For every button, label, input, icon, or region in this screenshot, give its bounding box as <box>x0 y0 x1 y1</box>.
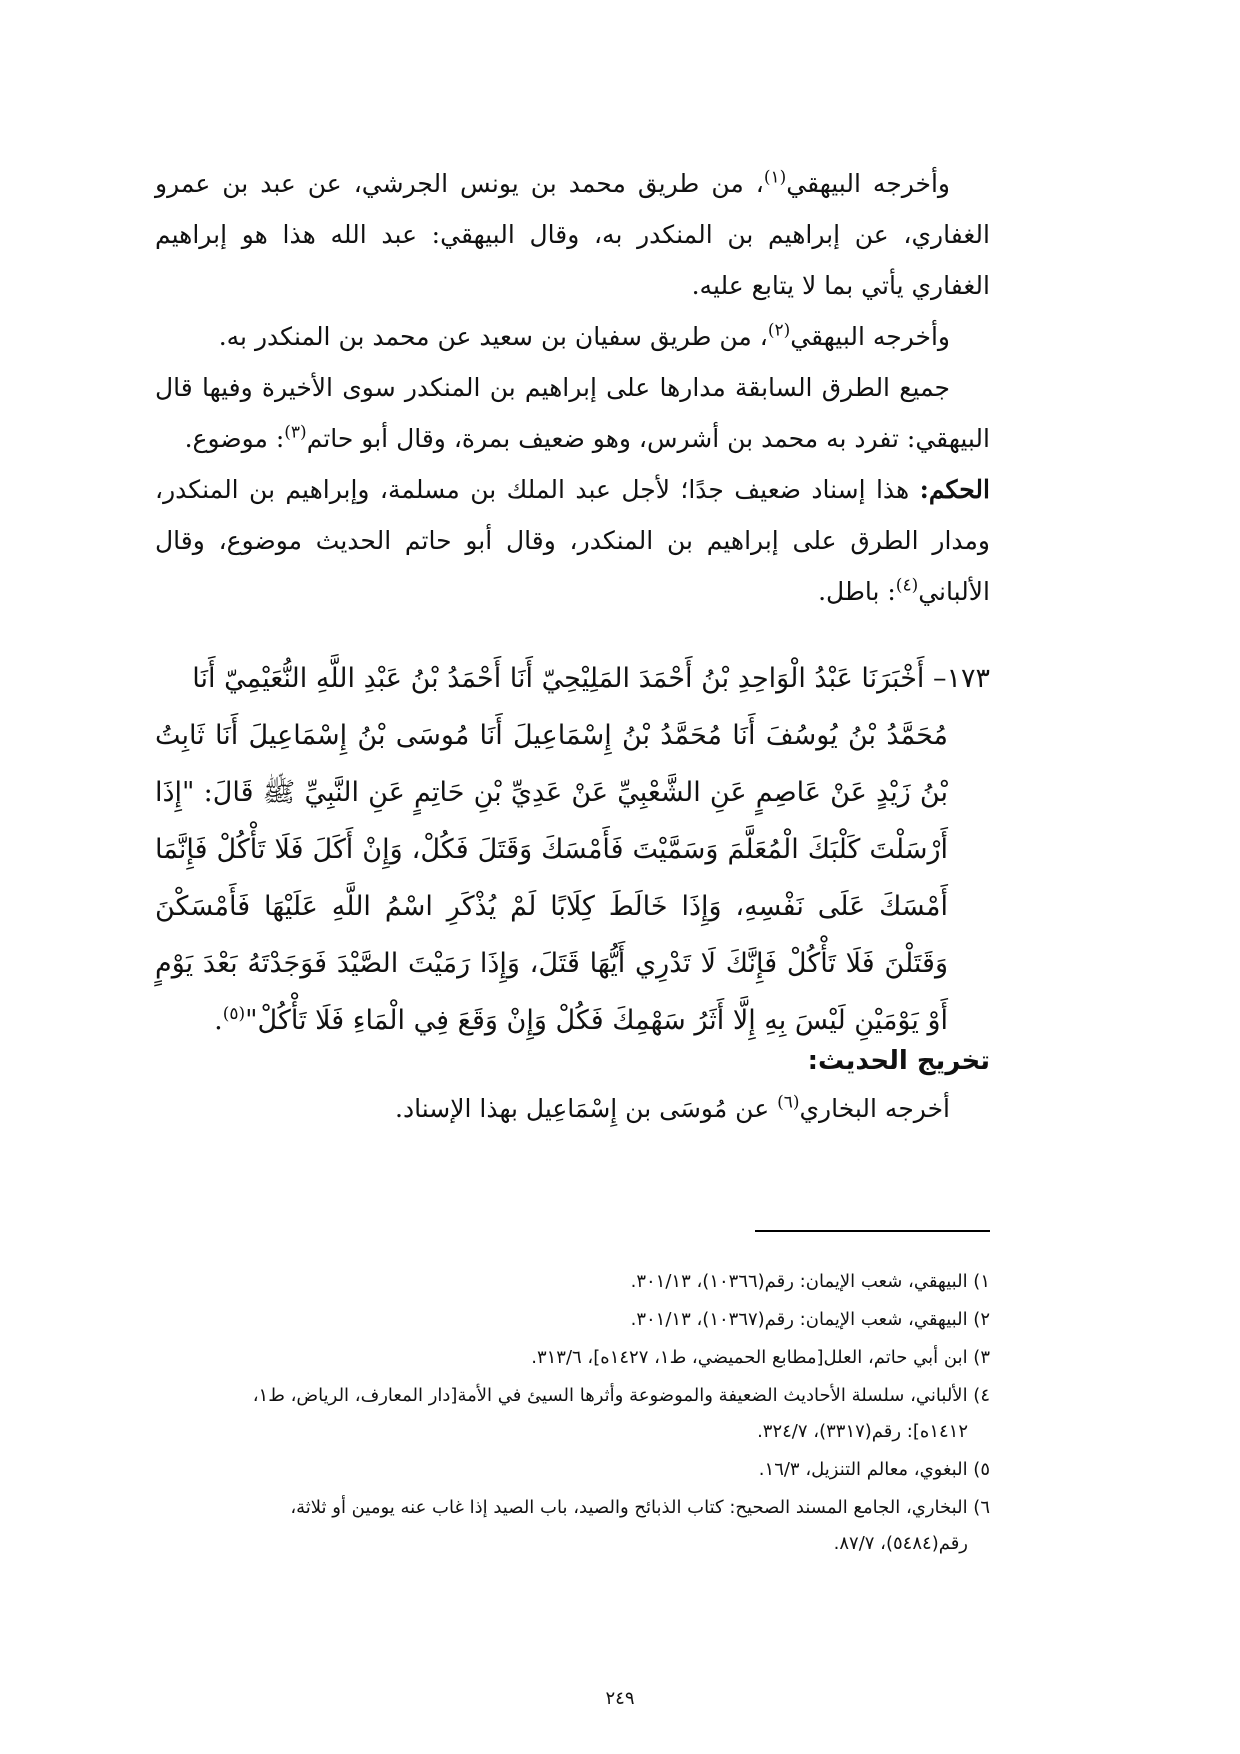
hadith-body-text: مُحَمَّدُ بْنُ يُوسُفَ أَنَا مُحَمَّدُ بْنُ إِسْمَاعِيلَ أَنَا مُوسَى بْنُ إِسْمَاعِيلَ أَنَا ثَابِتُ بْنُ زَيْدٍ عَنْ عَاصِمٍ عَنِ الشَّعْبِيِّ عَنْ عَدِيِّ بْنِ حَاتِمٍ عَنِ النَّبِيِّ ﷺ قَالَ: "إِذَا أَرْسَلْتَ كَلْبَكَ الْمُعَلَّمَ وَسَمَّيْتَ فَأَمْسَكَ وَقَتَلَ فَكُلْ، وَإِنْ أَكَلَ فَلَا تَأْكُلْ فَإِنَّمَا أَمْسَكَ عَلَى نَفْسِهِ، وَإِذَا خَالَطَ كِلَابًا لَمْ يُذْكَرِ اسْمُ اللَّهِ عَلَيْهَا فَأَمْسَكْنَ وَقَتَلْنَ فَلَا تَأْكُلْ فَإِنَّكَ لَا تَدْرِي أَيُّهَا قَتَلَ، وَإِذَا رَمَيْتَ الصَّيْدَ فَوَجَدْتَهُ بَعْدَ يَوْمٍ أَوْ يَوْمَيْنِ لَيْسَ بِهِ إِلَّا أَثَرُ سَهْمِكَ فَكُلْ وَإِنْ وَقَعَ فِي الْمَاءِ فَلَا تَأْكُلْ" <box>155 720 948 1036</box>
footnote-text: ٦) البخاري، الجامع المسند الصحيح: كتاب الذبائح والصيد، باب الصيد إذا غاب عنه يومين أو ثلاثة، <box>290 1497 990 1518</box>
footnote-separator <box>755 1230 990 1232</box>
paragraph <box>155 158 990 311</box>
footnote-item <box>155 1490 990 1562</box>
takhrij-paragraph <box>395 1094 950 1123</box>
paragraph-text: ، من طريق سفيان بن سعيد عن محمد بن المنكدر به. <box>218 322 768 351</box>
paragraph-text: هذا إسناد ضعيف جدًا؛ لأجل عبد الملك بن مسلمة، وإبراهيم بن المنكدر، ومدار الطرق على إبراهيم بن المنكدر، وقال أبو حاتم الحديث موضوع، وقال الألباني <box>155 475 990 606</box>
footnote-ref[interactable]: (٢) <box>767 320 791 341</box>
paragraph <box>155 311 990 362</box>
footnote-item <box>155 1378 990 1450</box>
footnote-ref[interactable]: (٦) <box>777 1092 800 1113</box>
hadith-first-line: ١٧٣– أَخْبَرَنَا عَبْدُ الْوَاحِدِ بْنُ أَحْمَدَ المَلِيْحِيّ أَنَا أَحْمَدُ بْنُ عَبْدِ اللَّهِ النُّعَيْمِيّ أَنَا <box>192 663 990 694</box>
commentary-block <box>155 158 990 617</box>
hukm-label: الحكم: <box>919 475 990 504</box>
footnote-ref[interactable]: (٣) <box>284 422 307 443</box>
hadith-end: . <box>214 1005 223 1036</box>
hadith-block <box>155 650 990 1049</box>
footnote-text: ١) البيهقي، شعب الإيمان: رقم(١٠٣٦٦)، ٣٠١/١٣. <box>630 1271 990 1292</box>
paragraph-text: وأخرجه البيهقي <box>790 322 950 351</box>
paragraph-text: أخرجه البخاري <box>799 1094 950 1123</box>
takhrij-heading: تخريج الحديث: <box>807 1046 990 1076</box>
footnote-text-continued: رقم(٥٤٨٤)، ٨٧/٧. <box>833 1533 968 1554</box>
paragraph-text: : باطل. <box>818 577 896 606</box>
hadith-text <box>155 707 990 1049</box>
footnote-text-continued: ١٤١٢ه]: رقم(٣٣١٧)، ٣٢٤/٧. <box>757 1421 968 1442</box>
paragraph-text: جميع الطرق السابقة مدارها على إبراهيم بن المنكدر سوى الأخيرة وفيها قال البيهقي: تفرد به محمد بن أشرس، وهو ضعيف بمرة، وقال أبو حاتم <box>155 373 990 453</box>
paragraph <box>155 362 990 464</box>
footnotes-section <box>155 1262 990 1564</box>
footnote-ref[interactable]: (٤) <box>895 575 919 596</box>
footnote-item <box>155 1340 990 1376</box>
footnote-ref[interactable]: (١) <box>763 167 787 188</box>
hukm-paragraph <box>155 464 990 617</box>
paragraph-text: ، من طريق محمد بن يونس الجرشي، عن عبد بن عمرو الغفاري، عن إبراهيم بن المنكدر به، وقال البيهقي: عبد الله هذا هو إبراهيم الغفاري يأتي بما لا يتابع عليه. <box>155 169 990 300</box>
footnote-ref[interactable]: (٥) <box>222 1004 246 1024</box>
footnote-text: ٢) البيهقي، شعب الإيمان: رقم(١٠٣٦٧)، ٣٠١/١٣. <box>630 1309 990 1330</box>
paragraph-text: عن مُوسَى بن إِسْمَاعِيل بهذا الإسناد. <box>395 1094 778 1123</box>
paragraph-text: : موضوع. <box>184 424 285 453</box>
footnote-text: ٣) ابن أبي حاتم، العلل[مطابع الحميضي، ط١، ١٤٢٧ه]، ٣١٣/٦. <box>531 1347 990 1368</box>
footnote-text: ٤) الألباني، سلسلة الأحاديث الضعيفة والموضوعة وأثرها السيئ في الأمة[دار المعارف، الرياض، ط١، <box>252 1385 990 1406</box>
footnote-item <box>155 1302 990 1338</box>
footnote-item <box>155 1264 990 1300</box>
footnote-text: ٥) البغوي، معالم التنزيل، ١٦/٣. <box>758 1459 990 1480</box>
footnote-item <box>155 1452 990 1488</box>
paragraph-text: وأخرجه البيهقي <box>786 169 951 198</box>
page-number: ٢٤٩ <box>605 1688 635 1709</box>
